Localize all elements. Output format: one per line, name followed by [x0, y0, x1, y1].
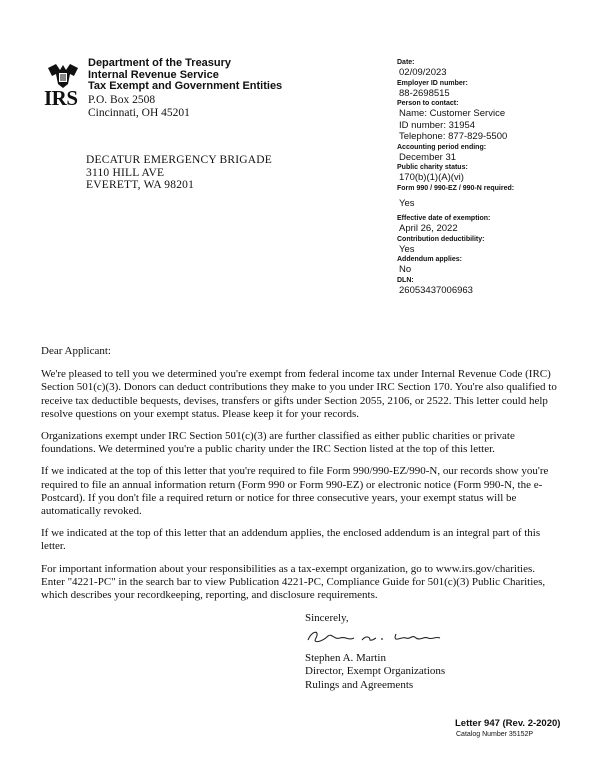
charity-status-label: Public charity status:	[397, 164, 468, 171]
date-label: Date:	[397, 59, 415, 66]
signer-block	[305, 652, 445, 692]
closing: Sincerely,	[305, 612, 349, 624]
paragraph-5: For important information about your responsibilities as a tax-exempt organization, go to www.irs.gov/charities. Enter "4221-PC" in the search bar to view Publication 4221-PC, Compliance Guide for 501(c)(3) Public Charities, which describes your recordkeeping, reporting, and disclosure requirements.	[41, 562, 546, 602]
form-identifier: Letter 947 (Rev. 2-2020)	[455, 718, 561, 729]
signer-title: Director, Exempt Organizations	[305, 665, 446, 678]
catalog-number: Catalog Number 35152P	[456, 731, 534, 738]
paragraph-1: We're pleased to tell you we determined you're exempt from federal income tax under Internal Revenue Code (IRC) Section 501(c)(3). Donors can deduct contributions they make to you under IRC Section 170. You're also qualified to receive tax deductible bequests, devises, transfers or gifts under Section 2055, 2106, or 2522. This letter could help resolve questions on your exempt status. Please keep it for your records.	[41, 368, 557, 420]
charity-status-value: 170(b)(1)(A)(vi)	[399, 172, 464, 183]
ein-label: Employer ID number:	[397, 79, 468, 87]
form990-label: Form 990 / 990-EZ / 990-N required:	[397, 184, 515, 192]
effective-date-label: Effective date of exemption:	[397, 215, 491, 222]
agency-header	[88, 58, 282, 93]
ein-value: 88-2698515	[399, 87, 450, 99]
paragraph-4: If we indicated at the top of this letter that an addendum applies, the enclosed addendum is an integral part of this letter.	[41, 527, 541, 553]
recipient-name: DECATUR EMERGENCY BRIGADE	[86, 154, 273, 166]
po-box: P.O. Box 2508	[88, 94, 156, 106]
paragraph-3: If we indicated at the top of this letter that you're required to file Form 990/990-EZ/990-N, our records show you're required to file an annual information return (Form 990 or Form 990-EZ) or electronic notice (Form 990-N, the e-Postcard). If you don't file a required return or notice for three consecutive years, your exempt status will be automatically revoked.	[41, 465, 549, 518]
salutation: Dear Applicant:	[41, 345, 111, 357]
paragraph-2: Organizations exempt under IRC Section 501(c)(3) are further classified as either public charities or private foundations. We determined you're a public charity under the IRC Section listed at the top of this letter.	[41, 430, 515, 456]
agency-address	[88, 94, 190, 119]
irs-logo-text: IRS	[44, 86, 78, 110]
deductibility-label: Contribution deductibility:	[397, 235, 485, 243]
division-name: Tax Exempt and Government Entities	[88, 80, 283, 92]
contact-phone: Telephone: 877-829-5500	[399, 131, 508, 142]
letter-body	[41, 345, 561, 611]
contact-label: Person to contact:	[397, 100, 459, 107]
department-name: Department of the Treasury	[88, 57, 232, 69]
accounting-value: December 31	[399, 151, 457, 163]
contact-name: Name: Customer Service	[399, 108, 506, 119]
date-value: 02/09/2023	[399, 67, 447, 78]
dln-value: 26053437006963	[399, 284, 473, 296]
signature	[300, 626, 450, 648]
signer-name: Stephen A. Martin	[305, 652, 386, 664]
addendum-value: No	[399, 264, 412, 275]
service-name: Internal Revenue Service	[88, 68, 219, 81]
accounting-label: Accounting period ending:	[397, 143, 487, 151]
signer-department: Rulings and Agreements	[305, 678, 414, 691]
recipient-address	[86, 154, 272, 192]
recipient-city: EVERETT, WA 98201	[86, 179, 195, 191]
addendum-label: Addendum applies:	[397, 256, 462, 263]
agency-city: Cincinnati, OH 45201	[88, 106, 190, 119]
info-sidebar	[397, 58, 597, 296]
recipient-street: 3110 HILL AVE	[86, 166, 165, 179]
deductibility-value: Yes	[399, 243, 415, 255]
irs-logo	[42, 62, 82, 108]
form990-value: Yes	[399, 197, 415, 209]
effective-date-value: April 26, 2022	[399, 223, 458, 234]
dln-label: DLN:	[397, 276, 414, 284]
contact-id: ID number: 31954	[399, 119, 476, 131]
